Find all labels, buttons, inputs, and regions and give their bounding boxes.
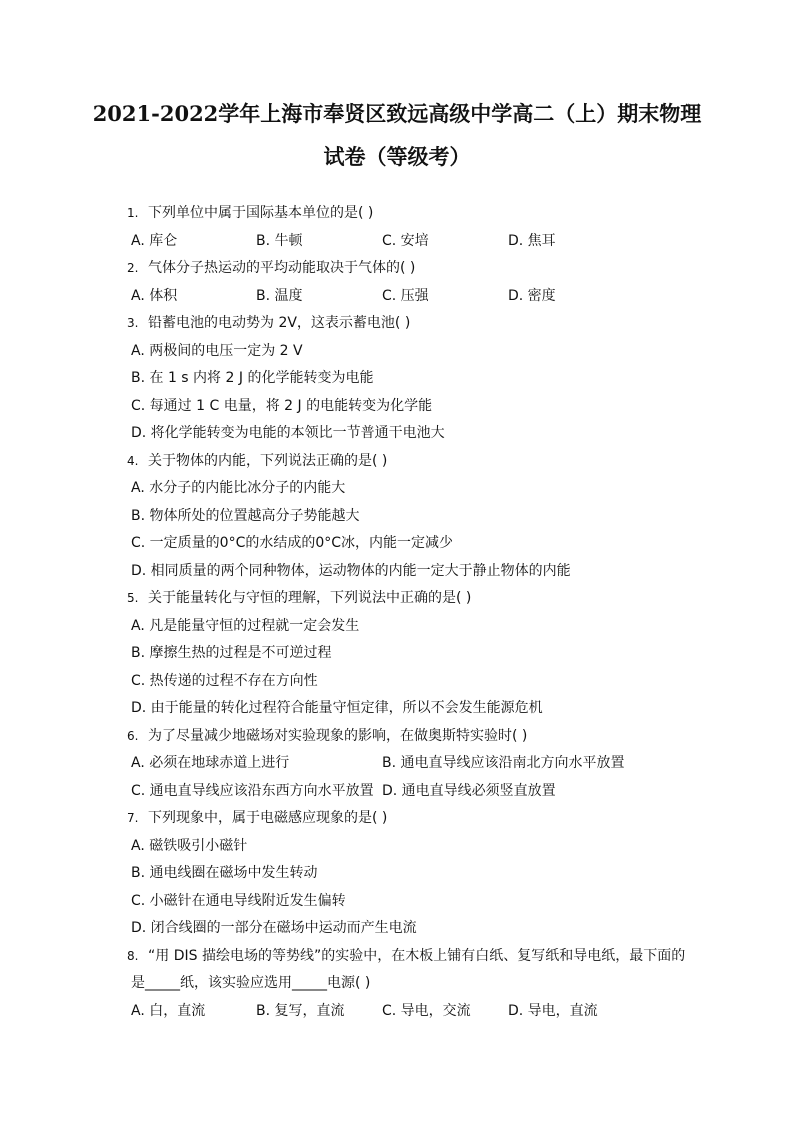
option: A. 白，直流	[131, 1003, 206, 1019]
question-stem: 铅蓄电池的电动势为 2V，这表示蓄电池( )	[148, 315, 411, 331]
question-stem-continued: 是_____纸，该实验应选用_____电源( )	[131, 975, 371, 991]
option: B. 牛顿	[256, 233, 303, 249]
option: B. 复写，直流	[256, 1003, 345, 1019]
option: D. 密度	[508, 288, 556, 304]
option: A. 水分子的内能比冰分子的内能大	[131, 480, 346, 496]
question-stem: 气体分子热运动的平均动能取决于气体的( )	[148, 260, 416, 276]
question-number: 6.	[127, 729, 139, 743]
option: B. 摩擦生热的过程是不可逆过程	[131, 645, 332, 661]
option: B. 温度	[256, 288, 303, 304]
question-2	[127, 258, 415, 278]
option: D. 由于能量的转化过程符合能量守恒定律，所以不会发生能源危机	[131, 700, 543, 716]
question-stem: 为了尽量减少地磁场对实验现象的影响，在做奥斯特实验时( )	[148, 728, 528, 744]
question-number: 2.	[127, 261, 139, 275]
question-6	[127, 726, 527, 746]
document-title-line-1: 2021-2022学年上海市奉贤区致远高级中学高二（上）期末物理	[92, 101, 702, 126]
option: C. 热传递的过程不存在方向性	[131, 673, 318, 689]
question-stem: 关于能量转化与守恒的理解，下列说法中正确的是( )	[148, 590, 472, 606]
option: B. 通电直导线应该沿南北方向水平放置	[382, 755, 625, 771]
option: A. 库仑	[131, 233, 178, 249]
question-number: 4.	[127, 454, 139, 468]
option: A. 两极间的电压一定为 2 V	[131, 343, 303, 359]
option: B. 通电线圈在磁场中发生转动	[131, 865, 318, 881]
option: B. 在 1 s 内将 2 J 的化学能转变为电能	[131, 370, 374, 386]
option: C. 一定质量的0°C的水结成的0°C冰，内能一定减少	[131, 535, 454, 551]
option: C. 通电直导线应该沿东西方向水平放置	[131, 783, 374, 799]
question-stem: “用 DIS 描绘电场的等势线”的实验中，在木板上铺有白纸、复写纸和导电纸，最下面的	[148, 948, 686, 964]
option: A. 凡是能量守恒的过程就一定会发生	[131, 618, 360, 634]
option: A. 体积	[131, 288, 178, 304]
question-stem: 下列单位中属于国际基本单位的是( )	[148, 205, 374, 221]
question-7	[127, 808, 387, 828]
document-title-line-2: 试卷（等级考）	[323, 144, 471, 169]
option: C. 小磁针在通电导线附近发生偏转	[131, 893, 346, 909]
option: D. 焦耳	[508, 233, 556, 249]
question-stem: 关于物体的内能，下列说法正确的是( )	[148, 453, 388, 469]
option: C. 压强	[382, 288, 429, 304]
option: B. 物体所处的位置越高分子势能越大	[131, 508, 360, 524]
option: C. 安培	[382, 233, 429, 249]
option: A. 磁铁吸引小磁针	[131, 838, 248, 854]
question-8	[127, 946, 685, 966]
question-stem: 下列现象中，属于电磁感应现象的是( )	[148, 810, 388, 826]
question-number: 3.	[127, 316, 139, 330]
option: C. 导电，交流	[382, 1003, 471, 1019]
question-5	[127, 588, 471, 608]
question-4	[127, 451, 387, 471]
option: D. 将化学能转变为电能的本领比一节普通干电池大	[131, 425, 445, 441]
question-3	[127, 313, 410, 333]
option: D. 相同质量的两个同种物体，运动物体的内能一定大于静止物体的内能	[131, 563, 571, 579]
option: D. 导电，直流	[508, 1003, 598, 1019]
option: C. 每通过 1 C 电量，将 2 J 的电能转变为化学能	[131, 398, 433, 414]
option: A. 必须在地球赤道上进行	[131, 755, 290, 771]
question-number: 5.	[127, 591, 139, 605]
option: D. 通电直导线必须竖直放置	[382, 783, 556, 799]
option: D. 闭合线圈的一部分在磁场中运动而产生电流	[131, 920, 417, 936]
question-number: 7.	[127, 811, 139, 825]
question-number: 8.	[127, 949, 139, 963]
question-1	[127, 203, 373, 223]
question-number: 1.	[127, 206, 139, 220]
